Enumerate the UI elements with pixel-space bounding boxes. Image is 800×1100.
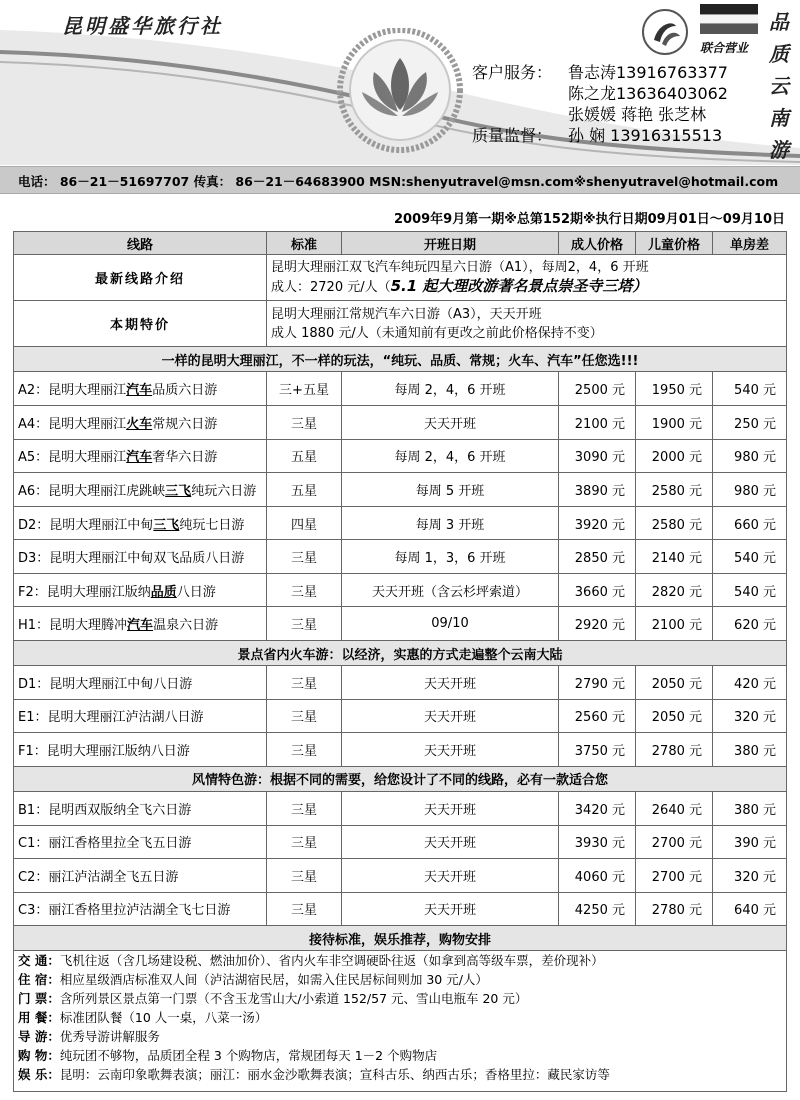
adult-price: 4250 元 — [559, 892, 636, 926]
route-text: C2：丽江泸沽湖全飞五日游 — [18, 869, 179, 885]
partner-flag-icon — [700, 4, 758, 34]
intro-label: 本期特价 — [14, 301, 267, 347]
departure-schedule: 每周 5 开班 — [342, 473, 559, 507]
col-header-adult-price: 成人价格 — [559, 232, 636, 255]
single-supplement: 380 元 — [713, 733, 787, 767]
adult-price: 3920 元 — [559, 506, 636, 540]
route-name — [14, 859, 267, 893]
child-price: 2780 元 — [636, 733, 713, 767]
footer-line — [18, 989, 782, 1008]
partner-travel-logo-icon — [632, 4, 698, 60]
route-name — [14, 573, 267, 607]
departure-schedule: 天天开班 — [342, 825, 559, 859]
route-name — [14, 406, 267, 440]
route-name — [14, 439, 267, 473]
single-supplement: 640 元 — [713, 892, 787, 926]
hotel-standard: 四星 — [267, 506, 342, 540]
route-text: D1：昆明大理丽江中甸八日游 — [18, 676, 193, 692]
route-keyword: 三飞 — [153, 517, 180, 533]
intro-line: 昆明大理丽江常规汽车六日游（A3），天天开班 — [271, 306, 542, 322]
child-price: 2100 元 — [636, 607, 713, 641]
hotel-standard: 三星 — [267, 699, 342, 733]
footer-key: 购 物： — [18, 1048, 60, 1064]
adult-price: 2920 元 — [559, 607, 636, 641]
single-supplement: 540 元 — [713, 372, 787, 406]
adult-price: 2100 元 — [559, 406, 636, 440]
intro-highlight: 5.1 起大理改游著名景点崇圣寺三塔） — [390, 277, 648, 296]
intro-label: 最新线路介绍 — [14, 255, 267, 301]
route-text: 品质六日游 — [152, 383, 218, 399]
route-text: C3：丽江香格里拉泸沽湖全飞七日游 — [18, 903, 231, 919]
table-row — [14, 607, 787, 641]
single-supplement: 390 元 — [713, 825, 787, 859]
table-row — [14, 699, 787, 733]
child-price: 2140 元 — [636, 540, 713, 574]
adult-price: 3090 元 — [559, 439, 636, 473]
service-contact-1: 鲁志涛13916763377 — [568, 63, 728, 82]
col-header-child-price: 儿童价格 — [636, 232, 713, 255]
route-text: A4：昆明大理丽江 — [18, 416, 127, 432]
route-name — [14, 733, 267, 767]
footer-line — [18, 1046, 782, 1065]
adult-price: 3420 元 — [559, 792, 636, 826]
adult-price: 2500 元 — [559, 372, 636, 406]
departure-schedule: 天天开班 — [342, 699, 559, 733]
quality-label: 质量监督： — [472, 126, 553, 145]
hotel-standard: 三星 — [267, 666, 342, 700]
footer-details — [14, 951, 787, 1092]
service-contact-3: 张媛媛 蒋艳 张芝林 — [568, 105, 707, 124]
departure-schedule: 天天开班 — [342, 406, 559, 440]
single-supplement: 540 元 — [713, 573, 787, 607]
child-price: 1950 元 — [636, 372, 713, 406]
child-price: 2820 元 — [636, 573, 713, 607]
footer-key: 用 餐： — [18, 1010, 60, 1026]
child-price: 2000 元 — [636, 439, 713, 473]
route-keyword: 汽车 — [127, 618, 154, 634]
route-text: B1：昆明西双版纳全飞六日游 — [18, 802, 192, 818]
intro-price: 成人：2720 元/人（ — [271, 280, 391, 296]
child-price: 2700 元 — [636, 859, 713, 893]
route-text: E1：昆明大理丽江泸沽湖八日游 — [18, 710, 204, 726]
issue-line: 2009年9月第一期※总第152期※执行日期09月01日～09月10日 — [393, 212, 785, 227]
partner-text: 联合营业 — [700, 41, 749, 55]
route-text: 纯玩六日游 — [191, 483, 257, 499]
slogan-char: 云 — [769, 74, 789, 98]
route-text: F1：昆明大理丽江版纳八日游 — [18, 744, 190, 760]
footer-value: 标准团队餐（10 人一桌，八菜一汤） — [59, 1010, 268, 1026]
slogan-char: 南 — [769, 106, 789, 130]
footer-key: 门 票： — [18, 991, 60, 1007]
route-text: C1：丽江香格里拉全飞五日游 — [18, 836, 192, 852]
child-price: 2580 元 — [636, 473, 713, 507]
footer-line — [18, 1065, 782, 1084]
table-row — [14, 540, 787, 574]
table-row — [14, 473, 787, 507]
route-name — [14, 607, 267, 641]
departure-schedule: 09/10 — [342, 607, 559, 641]
single-supplement: 320 元 — [713, 859, 787, 893]
table-row — [14, 439, 787, 473]
footer-key: 交 通： — [18, 953, 60, 969]
hotel-standard: 三星 — [267, 792, 342, 826]
adult-price: 2790 元 — [559, 666, 636, 700]
departure-schedule: 每周 2，4，6 开班 — [342, 439, 559, 473]
intro-line: 成人 1880 元/人（未通知前有更改之前此价格保持不变） — [271, 325, 603, 341]
table-row — [14, 573, 787, 607]
single-supplement: 620 元 — [713, 607, 787, 641]
departure-schedule: 天天开班 — [342, 733, 559, 767]
departure-schedule: 每周 3 开班 — [342, 506, 559, 540]
slogan-vertical — [764, 6, 794, 165]
hotel-standard: 五星 — [267, 473, 342, 507]
route-name — [14, 372, 267, 406]
hotel-standard: 三星 — [267, 859, 342, 893]
hotel-standard: 三星 — [267, 892, 342, 926]
footer-value: 昆明：云南印象歌舞表演；丽江：丽水金沙歌舞表演；宣科古乐、纳西古乐；香格里拉：藏民家访等 — [59, 1067, 610, 1083]
hotel-standard: 五星 — [267, 439, 342, 473]
adult-price: 3890 元 — [559, 473, 636, 507]
route-text: 温泉六日游 — [153, 618, 219, 634]
departure-schedule: 天天开班（含云杉坪索道） — [342, 573, 559, 607]
col-header-route: 线路 — [14, 232, 267, 255]
footer-value: 优秀导游讲解服务 — [59, 1029, 160, 1045]
footer-key: 娱 乐： — [18, 1067, 60, 1083]
single-supplement: 660 元 — [713, 506, 787, 540]
slogan-char: 游 — [769, 138, 789, 162]
route-name — [14, 666, 267, 700]
route-text: 奢华六日游 — [152, 450, 218, 466]
footer-line — [18, 1027, 782, 1046]
single-supplement: 980 元 — [713, 473, 787, 507]
intro-text — [267, 255, 787, 301]
hotel-standard: 三+五星 — [267, 372, 342, 406]
single-supplement: 380 元 — [713, 792, 787, 826]
table-row — [14, 666, 787, 700]
child-price: 2780 元 — [636, 892, 713, 926]
footer-line — [18, 951, 782, 970]
departure-schedule: 每周 1，3，6 开班 — [342, 540, 559, 574]
footer-line — [18, 970, 782, 989]
contact-info: 电话： 86－21－51697707 传真： 86－21－64683900 MSN:shenyutravel@msn.com※shenyutravel@hotmail.com — [18, 174, 779, 189]
route-text: A5：昆明大理丽江 — [18, 450, 127, 466]
intro-text — [267, 301, 787, 347]
hotel-standard: 三星 — [267, 825, 342, 859]
child-price: 1900 元 — [636, 406, 713, 440]
route-name — [14, 540, 267, 574]
quality-contact: 孙 娴 13916315513 — [568, 126, 723, 145]
col-header-date: 开班日期 — [342, 232, 559, 255]
section-title-row — [14, 926, 787, 951]
single-supplement: 540 元 — [713, 540, 787, 574]
route-price-table — [13, 231, 787, 1092]
col-header-single-supplement: 单房差 — [713, 232, 787, 255]
section-title: 风情特色游：根据不同的需要，给您设计了不同的线路，必有一款适合您 — [14, 766, 787, 791]
footer-line — [18, 1008, 782, 1027]
adult-price: 3750 元 — [559, 733, 636, 767]
single-supplement: 420 元 — [713, 666, 787, 700]
section-title-row — [14, 347, 787, 372]
departure-schedule: 天天开班 — [342, 892, 559, 926]
section-title: 景点省内火车游：以经济，实惠的方式走遍整个云南大陆 — [14, 640, 787, 665]
hotel-standard: 三星 — [267, 573, 342, 607]
table-row — [14, 825, 787, 859]
departure-schedule: 天天开班 — [342, 859, 559, 893]
route-text: 八日游 — [176, 584, 216, 600]
intro-line — [271, 277, 782, 297]
footer-key: 导 游： — [18, 1029, 60, 1045]
footer-value: 相应星级酒店标准双人间（泸沽湖宿民居，如需入住民居标间则加 30 元/人） — [59, 972, 488, 988]
route-keyword: 汽车 — [126, 383, 153, 399]
table-row — [14, 506, 787, 540]
single-supplement: 250 元 — [713, 406, 787, 440]
slogan-char: 品 — [769, 10, 789, 34]
departure-schedule: 天天开班 — [342, 666, 559, 700]
footer-row — [14, 951, 787, 1092]
route-name — [14, 825, 267, 859]
route-sections — [14, 347, 787, 926]
footer-title: 接待标准，娱乐推荐，购物安排 — [14, 926, 787, 951]
col-header-standard: 标准 — [267, 232, 342, 255]
route-text: A6：昆明大理丽江虎跳峡 — [18, 483, 166, 499]
route-keyword: 汽车 — [126, 450, 153, 466]
hotel-standard: 三星 — [267, 406, 342, 440]
child-price: 2050 元 — [636, 666, 713, 700]
adult-price: 2850 元 — [559, 540, 636, 574]
route-text: F2：昆明大理丽江版纳 — [18, 584, 151, 600]
single-supplement: 320 元 — [713, 699, 787, 733]
route-name — [14, 699, 267, 733]
header — [0, 0, 800, 165]
route-keyword: 火车 — [126, 416, 153, 432]
intro-row-special — [14, 301, 787, 347]
adult-price: 3660 元 — [559, 573, 636, 607]
child-price: 2050 元 — [636, 699, 713, 733]
child-price: 2580 元 — [636, 506, 713, 540]
section-title-row — [14, 766, 787, 791]
footer-value: 含所列景区景点第一门票（不含玉龙雪山大/小索道 152/57 元、雪山电瓶车 20 元） — [59, 991, 528, 1007]
table-row — [14, 406, 787, 440]
departure-schedule: 天天开班 — [342, 792, 559, 826]
table-header-row — [14, 232, 787, 255]
contact-bar — [0, 166, 800, 194]
section-title: 一样的昆明大理丽江，不一样的玩法，“纯玩、品质、常规；火车、汽车”任您选!!! — [14, 347, 787, 372]
route-text: H1：昆明大理腾冲 — [18, 618, 128, 634]
section-title-row — [14, 640, 787, 665]
hotel-standard: 三星 — [267, 607, 342, 641]
footer-value: 纯玩团不够物，品质团全程 3 个购物店，常规团每天 1－2 个购物店 — [59, 1048, 438, 1064]
hotel-standard: 三星 — [267, 733, 342, 767]
service-label: 客户服务： — [472, 63, 553, 82]
route-keyword: 三飞 — [165, 483, 192, 499]
intro-row-latest — [14, 255, 787, 301]
route-text: A2：昆明大理丽江 — [18, 383, 127, 399]
child-price: 2700 元 — [636, 825, 713, 859]
route-name — [14, 506, 267, 540]
table-row — [14, 733, 787, 767]
lotus-logo-icon — [330, 28, 470, 158]
route-name — [14, 792, 267, 826]
route-text: D3：昆明大理丽江中甸双飞品质八日游 — [18, 551, 245, 567]
service-contact-2: 陈之龙13636403062 — [568, 84, 728, 103]
agency-name: 昆明盛华旅行社 — [62, 14, 223, 38]
table-row — [14, 892, 787, 926]
adult-price: 2560 元 — [559, 699, 636, 733]
route-name — [14, 892, 267, 926]
slogan-char: 质 — [769, 42, 789, 66]
table-row — [14, 859, 787, 893]
route-text: 常规六日游 — [152, 416, 218, 432]
single-supplement: 980 元 — [713, 439, 787, 473]
departure-schedule: 每周 2，4，6 开班 — [342, 372, 559, 406]
hotel-standard: 三星 — [267, 540, 342, 574]
child-price: 2640 元 — [636, 792, 713, 826]
route-text: 纯玩七日游 — [179, 517, 245, 533]
route-keyword: 品质 — [150, 584, 177, 600]
table-row — [14, 372, 787, 406]
footer-key: 住 宿： — [18, 972, 60, 988]
adult-price: 3930 元 — [559, 825, 636, 859]
footer-value: 飞机往返（含几场建设税、燃油加价）、省内火车非空调硬卧往返（如拿到高等级车票，差价现补） — [59, 953, 604, 969]
table-row — [14, 792, 787, 826]
route-text: D2：昆明大理丽江中甸 — [18, 517, 154, 533]
route-name — [14, 473, 267, 507]
adult-price: 4060 元 — [559, 859, 636, 893]
intro-line: 昆明大理丽江双飞汽车纯玩四星六日游（A1），每周2，4，6 开班 — [271, 260, 649, 276]
